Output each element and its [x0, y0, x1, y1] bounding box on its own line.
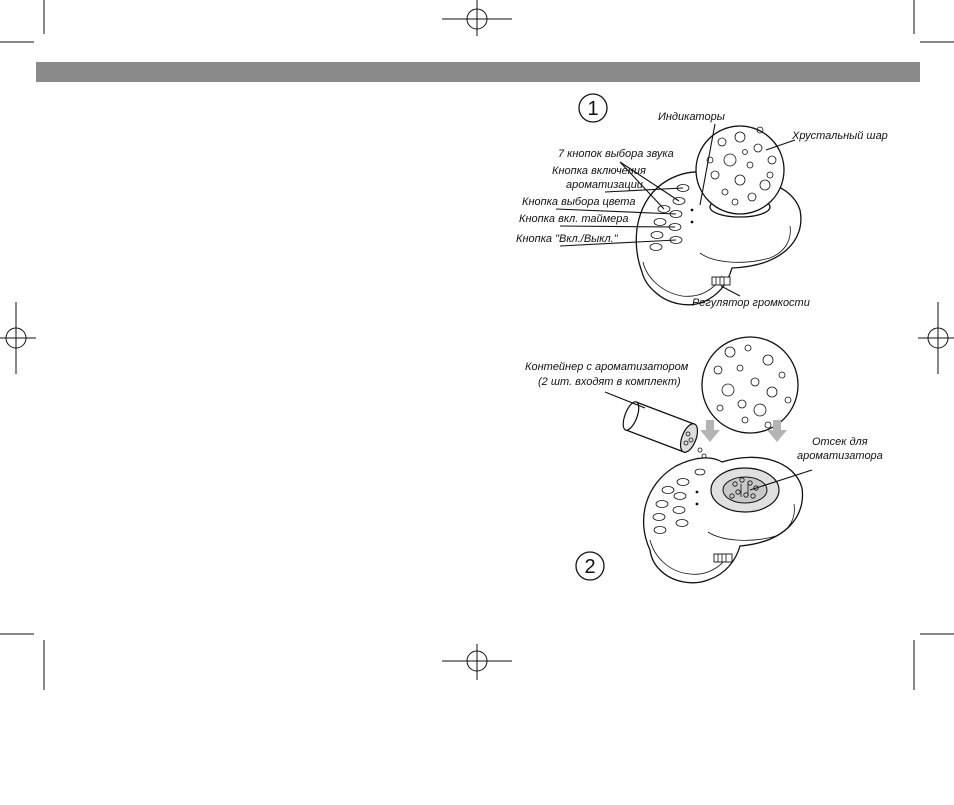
label-sound-buttons: 7 кнопок выбора звука [558, 148, 674, 160]
crystal-ball-detached [702, 337, 798, 433]
label-volume: Регулятор громкости [692, 297, 810, 309]
registration-mark-right [918, 302, 954, 374]
label-aroma-button-line1: Кнопка включения [552, 165, 646, 177]
label-timer-button: Кнопка вкл. таймера [519, 213, 629, 225]
label-indicators: Индикаторы [658, 111, 725, 123]
crystal-ball [696, 126, 784, 214]
registration-mark-bottom [442, 644, 512, 680]
figure-1 [516, 94, 888, 309]
figure-2-number: 2 [584, 556, 596, 578]
aroma-container [620, 400, 712, 468]
label-container-line1: Контейнер с ароматизатором [525, 361, 689, 373]
label-aroma-button-line2: ароматизации [566, 179, 643, 191]
label-power-button: Кнопка "Вкл./Выкл." [516, 233, 618, 245]
device-base-open [644, 457, 803, 582]
registration-mark-top [442, 0, 512, 36]
label-compartment-line2: ароматизатора [797, 450, 883, 462]
figure-2 [525, 337, 883, 583]
label-compartment-line1: Отсек для [812, 436, 868, 448]
figure-1-number: 1 [587, 98, 599, 120]
registration-mark-left [0, 302, 36, 374]
label-color-button: Кнопка выбора цвета [522, 196, 636, 208]
volume-wheel [712, 277, 730, 285]
header-bar [36, 62, 920, 82]
label-container-line2: (2 шт. входят в комплект) [538, 376, 681, 388]
label-crystal-ball: Хрустальный шар [792, 130, 888, 142]
volume-wheel-2 [714, 554, 732, 562]
